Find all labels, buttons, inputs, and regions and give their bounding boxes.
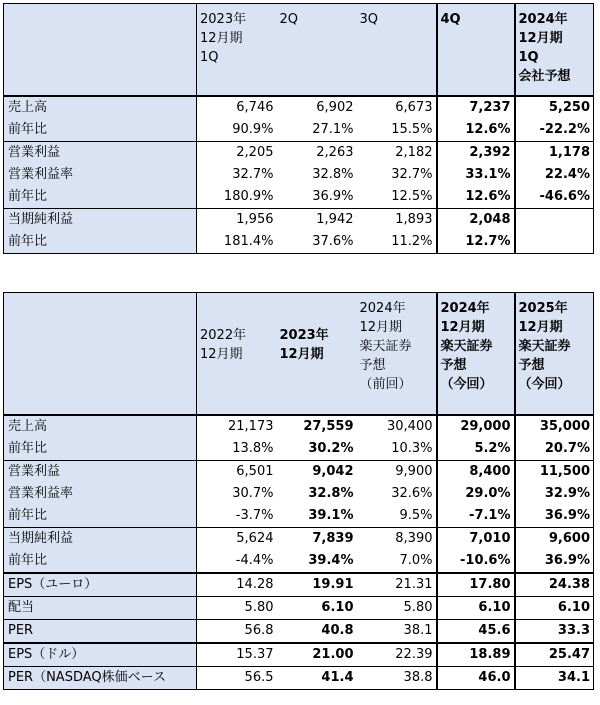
- value-cell: 33.3: [515, 619, 594, 643]
- value-cell: 9,900: [357, 460, 437, 483]
- row-label: PER: [4, 619, 197, 643]
- table-row: [4, 550, 594, 573]
- col-header-2025: [515, 293, 594, 415]
- value-cell: 9,042: [277, 460, 357, 483]
- value-cell: 15.37: [197, 643, 277, 667]
- value-cell: 34.1: [515, 666, 594, 689]
- value-cell: 2,048: [437, 208, 515, 231]
- row-label: 前年比: [4, 119, 197, 142]
- table-row: [4, 596, 594, 619]
- header-line: 2024年: [440, 301, 490, 316]
- col-header-2024-prev: [357, 293, 437, 415]
- value-cell: 2,205: [197, 141, 277, 164]
- value-cell: 90.9%: [197, 119, 277, 142]
- value-cell: 15.5%: [391, 121, 433, 137]
- value-cell: -10.6%: [437, 550, 515, 573]
- value-cell: 38.8: [357, 666, 437, 689]
- header-line: 2023年: [200, 12, 247, 27]
- value-cell: 25.47: [515, 643, 594, 667]
- value-cell: 1,942: [277, 208, 357, 231]
- value-cell: 181.4%: [197, 231, 277, 254]
- table-row: [4, 483, 594, 505]
- header-line: （前回）: [359, 377, 412, 392]
- value-cell: 6,673: [357, 96, 437, 119]
- value-cell: 45.6: [437, 619, 515, 643]
- col-header-2023: [277, 293, 357, 415]
- header-line: （今回）: [518, 377, 571, 392]
- value-cell: 2,182: [357, 141, 437, 164]
- value-cell: 20.7%: [515, 438, 594, 461]
- row-label: 営業利益率: [4, 164, 197, 186]
- value-cell: 32.6%: [391, 485, 433, 501]
- value-cell: 36.9%: [515, 505, 594, 528]
- row-label: 前年比: [4, 231, 197, 254]
- value-cell: 32.8%: [308, 485, 354, 501]
- value-cell: -7.1%: [437, 505, 515, 528]
- value-cell: [515, 208, 594, 231]
- header-line: 楽天証券: [518, 339, 571, 354]
- table-row: [4, 505, 594, 528]
- row-label: 売上高: [4, 415, 197, 438]
- value-cell: 27,559: [277, 415, 357, 438]
- header-line: 1Q: [518, 50, 539, 65]
- header-line: （今回）: [440, 377, 493, 392]
- value-cell: -22.2%: [515, 119, 594, 142]
- value-cell: 6.10: [277, 596, 357, 619]
- table-row: [4, 527, 594, 550]
- value-cell: 180.9%: [197, 186, 277, 209]
- value-cell: 1,893: [357, 208, 437, 231]
- value-cell: 27.1%: [312, 121, 354, 137]
- header-line: 12月期: [518, 320, 563, 335]
- value-cell: 6,501: [197, 460, 277, 483]
- table-row: [4, 666, 594, 689]
- col-header-2022: [197, 293, 277, 415]
- value-cell: 5,250: [515, 96, 594, 119]
- value-cell: 22.4%: [515, 164, 594, 186]
- row-label: 営業利益率: [4, 483, 197, 505]
- value-cell: 5.80: [357, 596, 437, 619]
- table-row: [4, 438, 594, 461]
- value-cell: 24.38: [515, 573, 594, 597]
- value-cell: 7.0%: [399, 552, 433, 568]
- value-cell: 8,400: [437, 460, 515, 483]
- row-label: 前年比: [4, 186, 197, 209]
- table-row: [4, 141, 594, 164]
- col-header-forecast: [515, 4, 594, 96]
- table-row: [4, 643, 594, 667]
- row-label: PER（NASDAQ株価ベース: [4, 666, 197, 689]
- value-cell: 17.80: [437, 573, 515, 597]
- value-cell: 6,902: [277, 96, 357, 119]
- header-line: 12月期: [279, 347, 324, 362]
- value-cell: 46.0: [437, 666, 515, 689]
- row-label: 前年比: [4, 550, 197, 573]
- value-cell: 12.5%: [391, 188, 433, 204]
- value-cell: 19.91: [277, 573, 357, 597]
- header-line: 12月期: [518, 31, 563, 46]
- annual-forecast-table: [3, 292, 594, 690]
- value-cell: 32.7%: [197, 164, 277, 186]
- value-cell: 8,390: [357, 527, 437, 550]
- value-cell: 36.9%: [312, 188, 354, 204]
- header-line: 会社予想: [518, 69, 571, 84]
- value-cell: 33.1%: [437, 164, 515, 186]
- header-line: 2024年: [518, 12, 568, 27]
- corner-cell: [4, 293, 197, 415]
- value-cell: 39.4%: [308, 552, 354, 568]
- value-cell: 9,600: [515, 527, 594, 550]
- value-cell: 11,500: [515, 460, 594, 483]
- col-header-1q: [197, 4, 277, 96]
- value-cell: 5.80: [197, 596, 277, 619]
- row-label: 配当: [4, 596, 197, 619]
- value-cell: 10.3%: [391, 440, 433, 456]
- value-cell: 30.7%: [197, 483, 277, 505]
- row-label: 当期純利益: [4, 208, 197, 231]
- value-cell: 1,178: [515, 141, 594, 164]
- value-cell: 11.2%: [391, 233, 433, 249]
- header-line: 2025年: [518, 301, 568, 316]
- header-line: 12月期: [440, 320, 485, 335]
- row-label: 売上高: [4, 96, 197, 119]
- value-cell: 13.8%: [197, 438, 277, 461]
- header-line: 12月期: [359, 320, 403, 335]
- value-cell: 56.5: [197, 666, 277, 689]
- value-cell: 32.9%: [515, 483, 594, 505]
- value-cell: 6.10: [515, 596, 594, 619]
- table-row: [4, 460, 594, 483]
- quarterly-results-table: [3, 3, 594, 254]
- value-cell: 40.8: [277, 619, 357, 643]
- header-line: 楽天証券: [440, 339, 493, 354]
- value-cell: 29.0%: [437, 483, 515, 505]
- value-cell: 2,392: [437, 141, 515, 164]
- header-line: 予想: [359, 358, 386, 373]
- value-cell: 12.6%: [437, 119, 515, 142]
- value-cell: 32.7%: [391, 166, 433, 182]
- value-cell: 32.8%: [312, 166, 354, 182]
- value-cell: 18.89: [437, 643, 515, 667]
- value-cell: 7,010: [437, 527, 515, 550]
- value-cell: 6,746: [197, 96, 277, 119]
- row-label: EPS（ユーロ）: [4, 573, 197, 597]
- value-cell: 12.7%: [437, 231, 515, 254]
- value-cell: 5,624: [197, 527, 277, 550]
- col-header-2024-new: [437, 293, 515, 415]
- value-cell: -46.6%: [515, 186, 594, 209]
- table-row: [4, 415, 594, 438]
- value-cell: 30,400: [357, 415, 437, 438]
- header-line: 予想: [440, 358, 467, 373]
- value-cell: 37.6%: [312, 233, 354, 249]
- table-body: [4, 96, 594, 254]
- table-row: [4, 96, 594, 119]
- value-cell: 5.2%: [437, 438, 515, 461]
- value-cell: 21.00: [277, 643, 357, 667]
- header-line: 12月期: [200, 347, 243, 362]
- value-cell: -4.4%: [197, 550, 277, 573]
- corner-cell: [4, 4, 197, 96]
- row-label: 前年比: [4, 438, 197, 461]
- value-cell: 6.10: [437, 596, 515, 619]
- value-cell: 36.9%: [515, 550, 594, 573]
- value-cell: 56.8: [197, 619, 277, 643]
- header-line: 予想: [518, 358, 545, 373]
- header-line: 2024年: [359, 301, 406, 316]
- row-label: 営業利益: [4, 141, 197, 164]
- value-cell: 41.4: [277, 666, 357, 689]
- header-line: 2022年: [200, 328, 247, 343]
- row-label: 前年比: [4, 505, 197, 528]
- value-cell: 38.1: [357, 619, 437, 643]
- value-cell: 14.28: [197, 573, 277, 597]
- value-cell: 39.1%: [308, 507, 354, 523]
- header-line: 1Q: [200, 50, 219, 65]
- value-cell: 29,000: [437, 415, 515, 438]
- header-line: 2023年: [279, 328, 329, 343]
- table-body: [4, 415, 594, 690]
- row-label: 当期純利益: [4, 527, 197, 550]
- value-cell: 22.39: [357, 643, 437, 667]
- value-cell: 9.5%: [399, 507, 433, 523]
- value-cell: -3.7%: [197, 505, 277, 528]
- col-header-4q: 4Q: [437, 4, 515, 96]
- table-row: [4, 164, 594, 186]
- table-row: [4, 231, 594, 254]
- row-label: EPS（ドル）: [4, 643, 197, 667]
- table-row: [4, 186, 594, 209]
- table-row: [4, 619, 594, 643]
- value-cell: 7,237: [437, 96, 515, 119]
- row-label: 営業利益: [4, 460, 197, 483]
- table-row: [4, 208, 594, 231]
- value-cell: 1,956: [197, 208, 277, 231]
- value-cell: 12.6%: [437, 186, 515, 209]
- header-line: 楽天証券: [359, 339, 412, 354]
- value-cell: 21,173: [197, 415, 277, 438]
- col-header-3q: 3Q: [357, 4, 437, 96]
- value-cell: 30.2%: [308, 440, 354, 456]
- value-cell: [515, 231, 594, 254]
- value-cell: 21.31: [357, 573, 437, 597]
- table-row: [4, 119, 594, 142]
- value-cell: 35,000: [515, 415, 594, 438]
- value-cell: 2,263: [277, 141, 357, 164]
- col-header-2q: 2Q: [277, 4, 357, 96]
- value-cell: 7,839: [277, 527, 357, 550]
- header-line: 12月期: [200, 31, 243, 46]
- table-row: [4, 573, 594, 597]
